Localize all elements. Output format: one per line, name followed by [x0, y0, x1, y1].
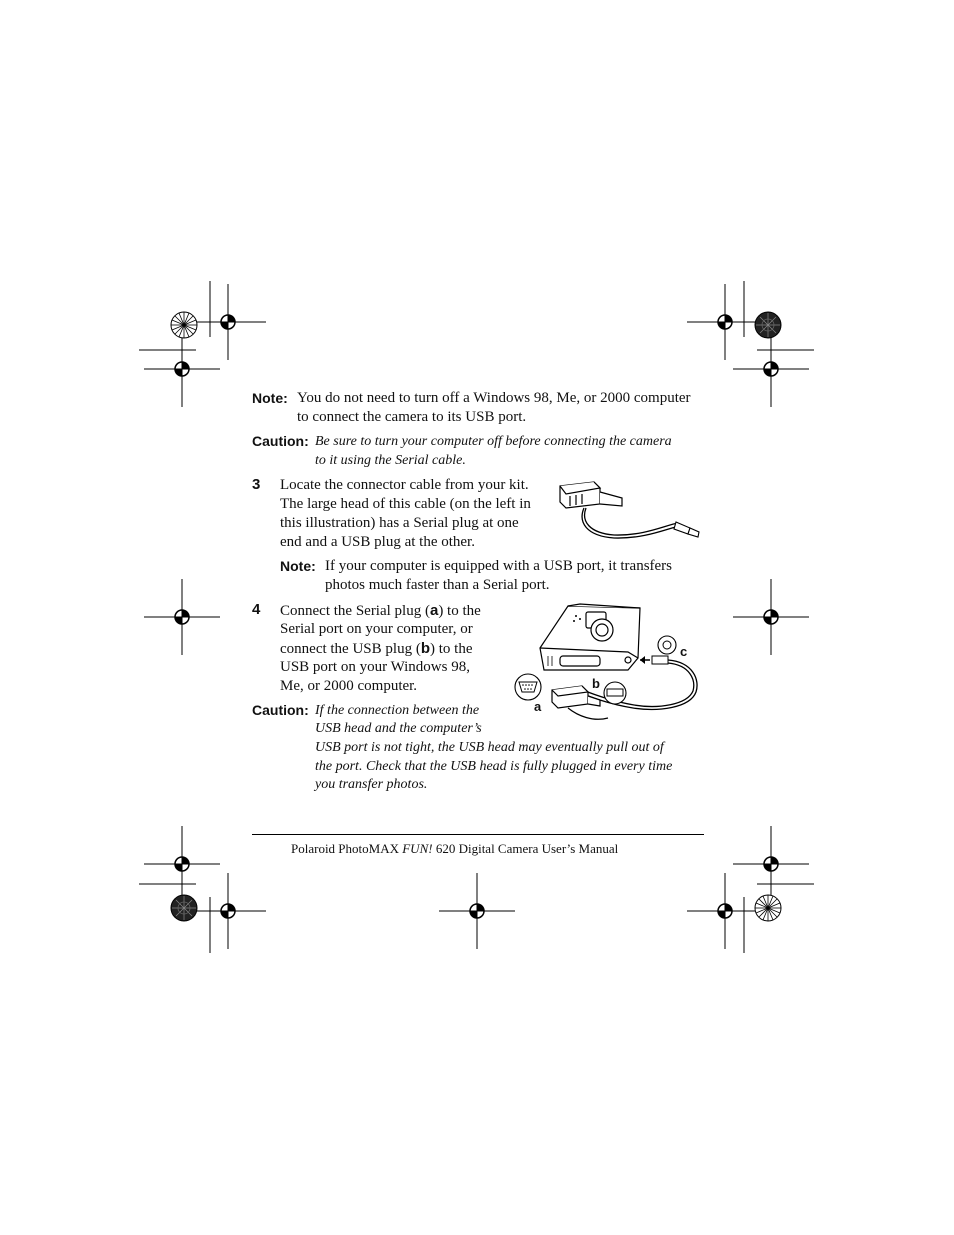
- caution-2-line-1: If the connection between the: [315, 703, 480, 718]
- illustration-label-a: a: [534, 699, 542, 714]
- caution-label: Caution:: [252, 433, 309, 449]
- step-4-line-3-start: connect the USB plug (: [280, 641, 421, 657]
- connector-cable-illustration: [556, 476, 706, 546]
- caution-2-line-3: USB port is not tight, the USB head may eventually pull out of: [315, 740, 664, 755]
- step-number: 4: [252, 601, 261, 618]
- caution-text-line-1: Be sure to turn your computer off before connecting the camera: [315, 434, 672, 449]
- footer-suffix: 620 Digital Camera User’s Manual: [432, 841, 619, 856]
- step-4-line-3-end: ) to the: [429, 641, 473, 657]
- note-2-text-line-2: photos much faster than a Serial port.: [325, 577, 550, 593]
- step-3-line-1: Locate the connector cable from your kit.: [280, 477, 529, 493]
- caution-2-line-5: you transfer photos.: [315, 777, 428, 792]
- caution-label: Caution:: [252, 702, 309, 718]
- serial-plug-letter: a: [429, 602, 439, 619]
- illustration-label-c: c: [680, 644, 688, 659]
- note-2-text-line-1: If your computer is equipped with a USB port, it transfers: [325, 558, 673, 574]
- note-label: Note:: [252, 390, 288, 406]
- port-callout-c: [658, 636, 676, 654]
- caution-2-line-4: the port. Check that the USB head is fully plugged in every time: [315, 759, 673, 774]
- caution-text-line-2: to it using the Serial cable.: [315, 453, 466, 468]
- step-4-line-2: Serial port on your computer, or: [280, 621, 473, 637]
- step-number: 3: [252, 476, 261, 493]
- footer-rule: [252, 834, 704, 835]
- illustration-label-b: b: [592, 676, 600, 691]
- footer-italic: FUN!: [402, 841, 433, 856]
- step-4-line-1: [280, 601, 481, 621]
- step-4-line-1-start: Connect the Serial plug (: [280, 603, 430, 619]
- step-3-line-2: The large head of this cable (on the left in: [280, 496, 531, 512]
- step-4-line-1-end: ) to the: [438, 603, 481, 619]
- step-3-line-4: end and a USB plug at the other.: [280, 534, 475, 550]
- footer-prefix: Polaroid PhotoMAX: [291, 841, 403, 856]
- step-4-line-3: [280, 639, 472, 659]
- step-4-line-5: Me, or 2000 computer.: [280, 678, 418, 694]
- usb-plug-letter: b: [420, 640, 430, 657]
- caution-2-line-2: USB head and the computer’s: [315, 721, 482, 736]
- note-text-line-2: to connect the camera to its USB port.: [297, 409, 527, 425]
- step-4-line-4: USB port on your Windows 98,: [280, 659, 470, 675]
- note-text-line-1: You do not need to turn off a Windows 98, Me, or 2000 computer: [297, 390, 691, 406]
- note-label: Note:: [280, 558, 316, 574]
- step-3-line-3: this illustration) has a Serial plug at one: [280, 515, 519, 531]
- page-footer: [291, 839, 618, 858]
